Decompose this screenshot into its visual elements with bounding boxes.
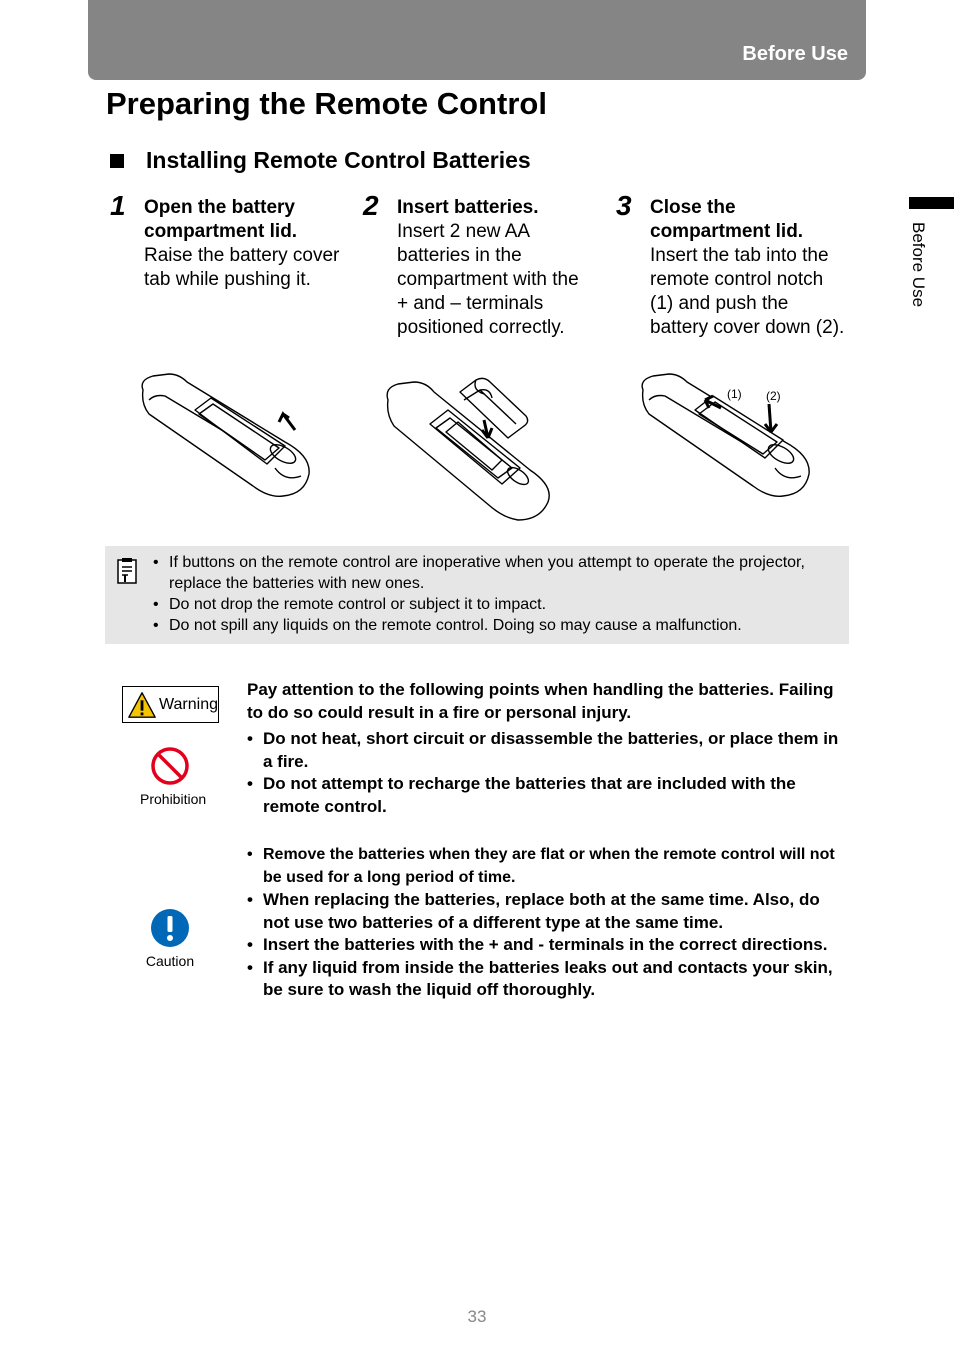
warning-triangle-icon	[127, 690, 157, 720]
caution-item: • When replacing the batteries, replace both at the same time. Also, do not use two batteries of a different type at the same time.	[247, 889, 847, 934]
step-description: Raise the battery cover tab while pushing it.	[144, 245, 340, 290]
warning-intro: Pay attention to the following points when handling the batteries. Failing to do so could result in a fire or personal injury.	[247, 680, 834, 722]
step-text	[397, 196, 591, 340]
remote-close-lid-illustration	[635, 370, 815, 502]
section-heading	[106, 147, 531, 174]
warning-text	[247, 679, 847, 818]
prohibition-label: Prohibition	[140, 791, 207, 807]
remote-open-lid-illustration	[135, 370, 315, 502]
caution-exclamation-icon	[150, 908, 190, 948]
caution-item: • Remove the batteries when they are flat or when the remote control will not be used for a long period of time.	[247, 844, 847, 889]
memo-icon	[117, 558, 137, 584]
step-title: Close the compartment lid.	[650, 197, 804, 242]
caution-symbol	[140, 908, 200, 969]
page-number: 33	[467, 1307, 487, 1326]
caution-item: • Insert the batteries with the + and - terminals in the correct directions.	[247, 934, 847, 957]
page-title: Preparing the Remote Control	[106, 86, 547, 121]
step-text	[650, 196, 846, 340]
caution-text	[247, 844, 847, 1002]
prohibition-symbol	[140, 746, 207, 807]
caution-item: • If any liquid from inside the batteries leaks out and contacts your skin, be sure to wash the liquid off thoroughly.	[247, 957, 847, 1002]
prohibition-icon	[150, 746, 190, 786]
section-square-icon	[110, 154, 124, 168]
remote-insert-batteries-illustration	[380, 370, 560, 526]
note-box	[105, 546, 849, 644]
note-list	[153, 552, 833, 636]
note-item: • If buttons on the remote control are inoperative when you attempt to operate the projector, replace the batteries with new ones.	[153, 552, 833, 594]
warning-item: • Do not heat, short circuit or disassemble the batteries, or place them in a fire.	[247, 728, 847, 773]
step-text	[144, 196, 344, 292]
side-tab-marker	[909, 197, 954, 209]
step-number: 2	[363, 190, 379, 221]
caution-label: Caution	[145, 953, 195, 969]
step-number: 1	[110, 190, 126, 221]
page-header	[88, 0, 866, 80]
step-title: Open the battery compartment lid.	[144, 197, 298, 242]
header-section-label: Before Use	[742, 43, 848, 65]
step-description: Insert the tab into the remote control notch (1) and push the battery cover down (2).	[650, 245, 845, 338]
warning-badge	[122, 686, 219, 723]
push-label: (2)	[766, 389, 781, 403]
side-tab-label: Before Use	[909, 222, 928, 308]
caution-list	[247, 844, 847, 1002]
warning-item: • Do not attempt to recharge the batteries that are included with the remote control.	[247, 773, 847, 818]
note-item: • Do not spill any liquids on the remote control. Doing so may cause a malfunction.	[153, 615, 833, 636]
step-title: Insert batteries.	[397, 197, 539, 218]
step-number: 3	[616, 190, 632, 221]
section-title: Installing Remote Control Batteries	[146, 147, 531, 173]
warning-label: Warning	[159, 695, 218, 713]
note-item: • Do not drop the remote control or subject it to impact.	[153, 594, 833, 615]
notch-label: (1)	[727, 387, 742, 401]
step-description: Insert 2 new AA batteries in the compartment with the + and – terminals positioned correctly.	[397, 221, 579, 338]
warning-list	[247, 728, 847, 818]
